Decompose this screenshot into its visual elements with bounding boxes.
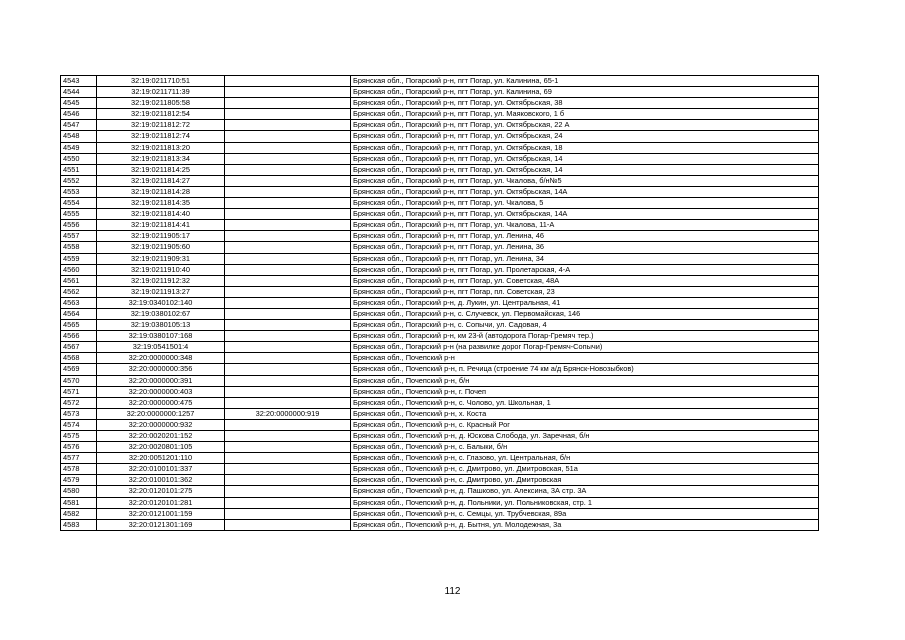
table-row xyxy=(61,242,819,253)
address-cell: Брянская обл., Почепский р-н, б/н xyxy=(351,375,819,386)
row-number-cell: 4580 xyxy=(61,486,97,497)
address-cell: Брянская обл., Почепский р-н, х. Коста xyxy=(351,408,819,419)
row-number-cell: 4563 xyxy=(61,297,97,308)
cadastral-number-cell: 32:19:0211812:72 xyxy=(97,120,225,131)
table-body xyxy=(61,76,819,531)
previous-number-cell xyxy=(225,231,351,242)
previous-number-cell xyxy=(225,98,351,109)
row-number-cell: 4568 xyxy=(61,353,97,364)
table-row xyxy=(61,286,819,297)
cadastral-number-cell: 32:20:0000000:1257 xyxy=(97,408,225,419)
row-number-cell: 4544 xyxy=(61,87,97,98)
cadastral-number-cell: 32:19:0211910:40 xyxy=(97,264,225,275)
address-cell: Брянская обл., Почепский р-н, с. Глазово, ул. Центральная, б/н xyxy=(351,453,819,464)
table-row xyxy=(61,198,819,209)
row-number-cell: 4571 xyxy=(61,386,97,397)
previous-number-cell xyxy=(225,419,351,430)
cadastral-number-cell: 32:19:0211905:60 xyxy=(97,242,225,253)
address-cell: Брянская обл., Погарский р-н, пгт Погар, ул. Маяковского, 1 б xyxy=(351,109,819,120)
cadastral-number-cell: 32:20:0120101:281 xyxy=(97,497,225,508)
row-number-cell: 4545 xyxy=(61,98,97,109)
row-number-cell: 4562 xyxy=(61,286,97,297)
table-row xyxy=(61,231,819,242)
previous-number-cell xyxy=(225,131,351,142)
previous-number-cell xyxy=(225,242,351,253)
previous-number-cell xyxy=(225,164,351,175)
address-cell: Брянская обл., Почепский р-н, с. Красный Рог xyxy=(351,419,819,430)
table-row xyxy=(61,175,819,186)
row-number-cell: 4576 xyxy=(61,442,97,453)
address-cell: Брянская обл., Погарский р-н, пгт Погар, ул. Калинина, 65-1 xyxy=(351,76,819,87)
previous-number-cell xyxy=(225,264,351,275)
row-number-cell: 4569 xyxy=(61,364,97,375)
previous-number-cell xyxy=(225,142,351,153)
cadastral-number-cell: 32:19:0211814:27 xyxy=(97,175,225,186)
table-row xyxy=(61,442,819,453)
address-cell: Брянская обл., Погарский р-н, пгт Погар, ул. Октябрьская, 22 А xyxy=(351,120,819,131)
document-page xyxy=(60,75,818,531)
cadastral-number-cell: 32:20:0100101:337 xyxy=(97,464,225,475)
table-row xyxy=(61,397,819,408)
cadastral-number-cell: 32:19:0380105:13 xyxy=(97,320,225,331)
address-cell: Брянская обл., Почепский р-н, г. Почеп xyxy=(351,386,819,397)
address-cell: Брянская обл., Погарский р-н, пгт Погар, ул. Чкалова, б/н№5 xyxy=(351,175,819,186)
table-row xyxy=(61,142,819,153)
row-number-cell: 4553 xyxy=(61,186,97,197)
table-row xyxy=(61,275,819,286)
cadastral-number-cell: 32:20:0121001:159 xyxy=(97,508,225,519)
address-cell: Брянская обл., Погарский р-н, пгт Погар, ул. Ленина, 46 xyxy=(351,231,819,242)
previous-number-cell xyxy=(225,353,351,364)
row-number-cell: 4579 xyxy=(61,475,97,486)
table-row xyxy=(61,519,819,530)
table-row xyxy=(61,453,819,464)
cadastral-number-cell: 32:19:0541501:4 xyxy=(97,342,225,353)
row-number-cell: 4577 xyxy=(61,453,97,464)
previous-number-cell xyxy=(225,308,351,319)
cadastral-number-cell: 32:20:0120101:275 xyxy=(97,486,225,497)
row-number-cell: 4575 xyxy=(61,431,97,442)
table-row xyxy=(61,320,819,331)
cadastral-table xyxy=(60,75,819,531)
address-cell: Брянская обл., Почепский р-н, с. Семцы, ул. Трубчевская, 89а xyxy=(351,508,819,519)
table-row xyxy=(61,220,819,231)
address-cell: Брянская обл., Почепский р-н, с. Чолово, ул. Школьная, 1 xyxy=(351,397,819,408)
previous-number-cell xyxy=(225,275,351,286)
previous-number-cell xyxy=(225,120,351,131)
cadastral-number-cell: 32:19:0340102:140 xyxy=(97,297,225,308)
table-row xyxy=(61,353,819,364)
cadastral-number-cell: 32:19:0211814:25 xyxy=(97,164,225,175)
previous-number-cell xyxy=(225,253,351,264)
address-cell: Брянская обл., Почепский р-н, д. Бытня, ул. Молодежная, 3а xyxy=(351,519,819,530)
address-cell: Брянская обл., Погарский р-н, км 23-й (автодорога Погар-Гремяч тер.) xyxy=(351,331,819,342)
cadastral-number-cell: 32:20:0000000:475 xyxy=(97,397,225,408)
table-row xyxy=(61,264,819,275)
address-cell: Брянская обл., Погарский р-н, пгт Погар, ул. Пролетарская, 4-А xyxy=(351,264,819,275)
row-number-cell: 4570 xyxy=(61,375,97,386)
table-row xyxy=(61,186,819,197)
address-cell: Брянская обл., Почепский р-н, д. Юскова Слобода, ул. Заречная, б/н xyxy=(351,431,819,442)
page-number: 112 xyxy=(444,586,461,597)
table-row xyxy=(61,508,819,519)
previous-number-cell xyxy=(225,87,351,98)
address-cell: Брянская обл., Почепский р-н, д. Пашково, ул. Алексина, 3А стр. 3А xyxy=(351,486,819,497)
table-row xyxy=(61,109,819,120)
previous-number-cell xyxy=(225,442,351,453)
address-cell: Брянская обл., Погарский р-н, пгт Погар, ул. Октябрьская, 14А xyxy=(351,186,819,197)
cadastral-number-cell: 32:19:0211805:58 xyxy=(97,98,225,109)
address-cell: Брянская обл., Погарский р-н, пгт Погар, ул. Чкалова, 5 xyxy=(351,198,819,209)
previous-number-cell xyxy=(225,331,351,342)
cadastral-number-cell: 32:19:0211909:31 xyxy=(97,253,225,264)
row-number-cell: 4560 xyxy=(61,264,97,275)
cadastral-number-cell: 32:20:0000000:348 xyxy=(97,353,225,364)
table-row xyxy=(61,120,819,131)
cadastral-number-cell: 32:20:0000000:391 xyxy=(97,375,225,386)
previous-number-cell xyxy=(225,375,351,386)
table-row xyxy=(61,486,819,497)
address-cell: Брянская обл., Погарский р-н, д. Лукин, ул. Центральная, 41 xyxy=(351,297,819,308)
address-cell: Брянская обл., Погарский р-н, пгт Погар, ул. Ленина, 34 xyxy=(351,253,819,264)
table-row xyxy=(61,464,819,475)
table-row xyxy=(61,76,819,87)
row-number-cell: 4566 xyxy=(61,331,97,342)
cadastral-number-cell: 32:20:0020801:105 xyxy=(97,442,225,453)
cadastral-number-cell: 32:19:0211913:27 xyxy=(97,286,225,297)
cadastral-number-cell: 32:20:0000000:403 xyxy=(97,386,225,397)
previous-number-cell xyxy=(225,286,351,297)
row-number-cell: 4555 xyxy=(61,209,97,220)
cadastral-number-cell: 32:19:0380102:67 xyxy=(97,308,225,319)
row-number-cell: 4557 xyxy=(61,231,97,242)
cadastral-number-cell: 32:19:0211912:32 xyxy=(97,275,225,286)
table-row xyxy=(61,209,819,220)
previous-number-cell xyxy=(225,508,351,519)
cadastral-number-cell: 32:20:0100101:362 xyxy=(97,475,225,486)
address-cell: Брянская обл., Погарский р-н, с. Сопычи, ул. Садовая, 4 xyxy=(351,320,819,331)
address-cell: Брянская обл., Погарский р-н, пгт Погар, ул. Советская, 48А xyxy=(351,275,819,286)
previous-number-cell: 32:20:0000000:919 xyxy=(225,408,351,419)
row-number-cell: 4573 xyxy=(61,408,97,419)
previous-number-cell xyxy=(225,475,351,486)
address-cell: Брянская обл., Погарский р-н, пгт Погар, ул. Октябрьская, 38 xyxy=(351,98,819,109)
previous-number-cell xyxy=(225,209,351,220)
table-row xyxy=(61,253,819,264)
row-number-cell: 4565 xyxy=(61,320,97,331)
cadastral-number-cell: 32:19:0211905:17 xyxy=(97,231,225,242)
table-row xyxy=(61,475,819,486)
cadastral-number-cell: 32:19:0211814:28 xyxy=(97,186,225,197)
row-number-cell: 4554 xyxy=(61,198,97,209)
previous-number-cell xyxy=(225,464,351,475)
address-cell: Брянская обл., Погарский р-н, пгт Погар, ул. Октябрьская, 14 xyxy=(351,164,819,175)
row-number-cell: 4564 xyxy=(61,308,97,319)
cadastral-number-cell: 32:19:0211711:39 xyxy=(97,87,225,98)
table-row xyxy=(61,375,819,386)
row-number-cell: 4547 xyxy=(61,120,97,131)
row-number-cell: 4578 xyxy=(61,464,97,475)
address-cell: Брянская обл., Почепский р-н, с. Дмитрово, ул. Дмитровская, 51а xyxy=(351,464,819,475)
address-cell: Брянская обл., Погарский р-н, с. Случевск, ул. Первомайская, 146 xyxy=(351,308,819,319)
cadastral-number-cell: 32:19:0380107:168 xyxy=(97,331,225,342)
address-cell: Брянская обл., Почепский р-н, п. Речица (строение 74 км а/д Брянск-Новозыбков) xyxy=(351,364,819,375)
cadastral-number-cell: 32:19:0211813:20 xyxy=(97,142,225,153)
address-cell: Брянская обл., Погарский р-н, пгт Погар, ул. Октябрьская, 14 xyxy=(351,153,819,164)
address-cell: Брянская обл., Почепский р-н, с. Балыки, б/н xyxy=(351,442,819,453)
row-number-cell: 4550 xyxy=(61,153,97,164)
previous-number-cell xyxy=(225,186,351,197)
previous-number-cell xyxy=(225,364,351,375)
previous-number-cell xyxy=(225,109,351,120)
cadastral-number-cell: 32:19:0211812:54 xyxy=(97,109,225,120)
address-cell: Брянская обл., Погарский р-н, пгт Погар, ул. Чкалова, 11-А xyxy=(351,220,819,231)
cadastral-number-cell: 32:20:0051201:110 xyxy=(97,453,225,464)
previous-number-cell xyxy=(225,386,351,397)
address-cell: Брянская обл., Погарский р-н, пгт Погар, ул. Октябрьская, 18 xyxy=(351,142,819,153)
table-row xyxy=(61,386,819,397)
cadastral-number-cell: 32:20:0121301:169 xyxy=(97,519,225,530)
previous-number-cell xyxy=(225,175,351,186)
table-row xyxy=(61,98,819,109)
previous-number-cell xyxy=(225,198,351,209)
row-number-cell: 4574 xyxy=(61,419,97,430)
cadastral-number-cell: 32:20:0000000:932 xyxy=(97,419,225,430)
address-cell: Брянская обл., Погарский р-н, пгт Погар, пл. Советская, 23 xyxy=(351,286,819,297)
cadastral-number-cell: 32:19:0211814:35 xyxy=(97,198,225,209)
previous-number-cell xyxy=(225,153,351,164)
cadastral-number-cell: 32:20:0000000:356 xyxy=(97,364,225,375)
previous-number-cell xyxy=(225,486,351,497)
cadastral-number-cell: 32:19:0211812:74 xyxy=(97,131,225,142)
table-row xyxy=(61,308,819,319)
row-number-cell: 4572 xyxy=(61,397,97,408)
row-number-cell: 4552 xyxy=(61,175,97,186)
table-row xyxy=(61,408,819,419)
address-cell: Брянская обл., Почепский р-н, д. Польники, ул. Польниковская, стр. 1 xyxy=(351,497,819,508)
table-row xyxy=(61,331,819,342)
row-number-cell: 4549 xyxy=(61,142,97,153)
table-row xyxy=(61,164,819,175)
address-cell: Брянская обл., Погарский р-н, пгт Погар, ул. Ленина, 36 xyxy=(351,242,819,253)
previous-number-cell xyxy=(225,297,351,308)
table-row xyxy=(61,419,819,430)
table-row xyxy=(61,153,819,164)
row-number-cell: 4558 xyxy=(61,242,97,253)
previous-number-cell xyxy=(225,453,351,464)
table-row xyxy=(61,431,819,442)
row-number-cell: 4548 xyxy=(61,131,97,142)
table-row xyxy=(61,297,819,308)
row-number-cell: 4551 xyxy=(61,164,97,175)
row-number-cell: 4543 xyxy=(61,76,97,87)
table-row xyxy=(61,87,819,98)
table-row xyxy=(61,342,819,353)
cadastral-number-cell: 32:19:0211813:34 xyxy=(97,153,225,164)
previous-number-cell xyxy=(225,76,351,87)
previous-number-cell xyxy=(225,397,351,408)
previous-number-cell xyxy=(225,320,351,331)
previous-number-cell xyxy=(225,431,351,442)
cadastral-number-cell: 32:19:0211710:51 xyxy=(97,76,225,87)
table-row xyxy=(61,364,819,375)
cadastral-number-cell: 32:19:0211814:40 xyxy=(97,209,225,220)
address-cell: Брянская обл., Погарский р-н, пгт Погар, ул. Октябрьская, 14А xyxy=(351,209,819,220)
previous-number-cell xyxy=(225,519,351,530)
row-number-cell: 4567 xyxy=(61,342,97,353)
cadastral-number-cell: 32:20:0020201:152 xyxy=(97,431,225,442)
address-cell: Брянская обл., Почепский р-н xyxy=(351,353,819,364)
address-cell: Брянская обл., Погарский р-н (на развилке дорог Погар-Гремяч-Сопычи) xyxy=(351,342,819,353)
row-number-cell: 4582 xyxy=(61,508,97,519)
address-cell: Брянская обл., Погарский р-н, пгт Погар, ул. Октябрьская, 24 xyxy=(351,131,819,142)
address-cell: Брянская обл., Погарский р-н, пгт Погар, ул. Калинина, 69 xyxy=(351,87,819,98)
row-number-cell: 4546 xyxy=(61,109,97,120)
row-number-cell: 4561 xyxy=(61,275,97,286)
table-row xyxy=(61,497,819,508)
table-row xyxy=(61,131,819,142)
row-number-cell: 4559 xyxy=(61,253,97,264)
previous-number-cell xyxy=(225,497,351,508)
address-cell: Брянская обл., Почепский р-н, с. Дмитрово, ул. Дмитровская xyxy=(351,475,819,486)
previous-number-cell xyxy=(225,220,351,231)
cadastral-number-cell: 32:19:0211814:41 xyxy=(97,220,225,231)
row-number-cell: 4583 xyxy=(61,519,97,530)
row-number-cell: 4556 xyxy=(61,220,97,231)
previous-number-cell xyxy=(225,342,351,353)
row-number-cell: 4581 xyxy=(61,497,97,508)
